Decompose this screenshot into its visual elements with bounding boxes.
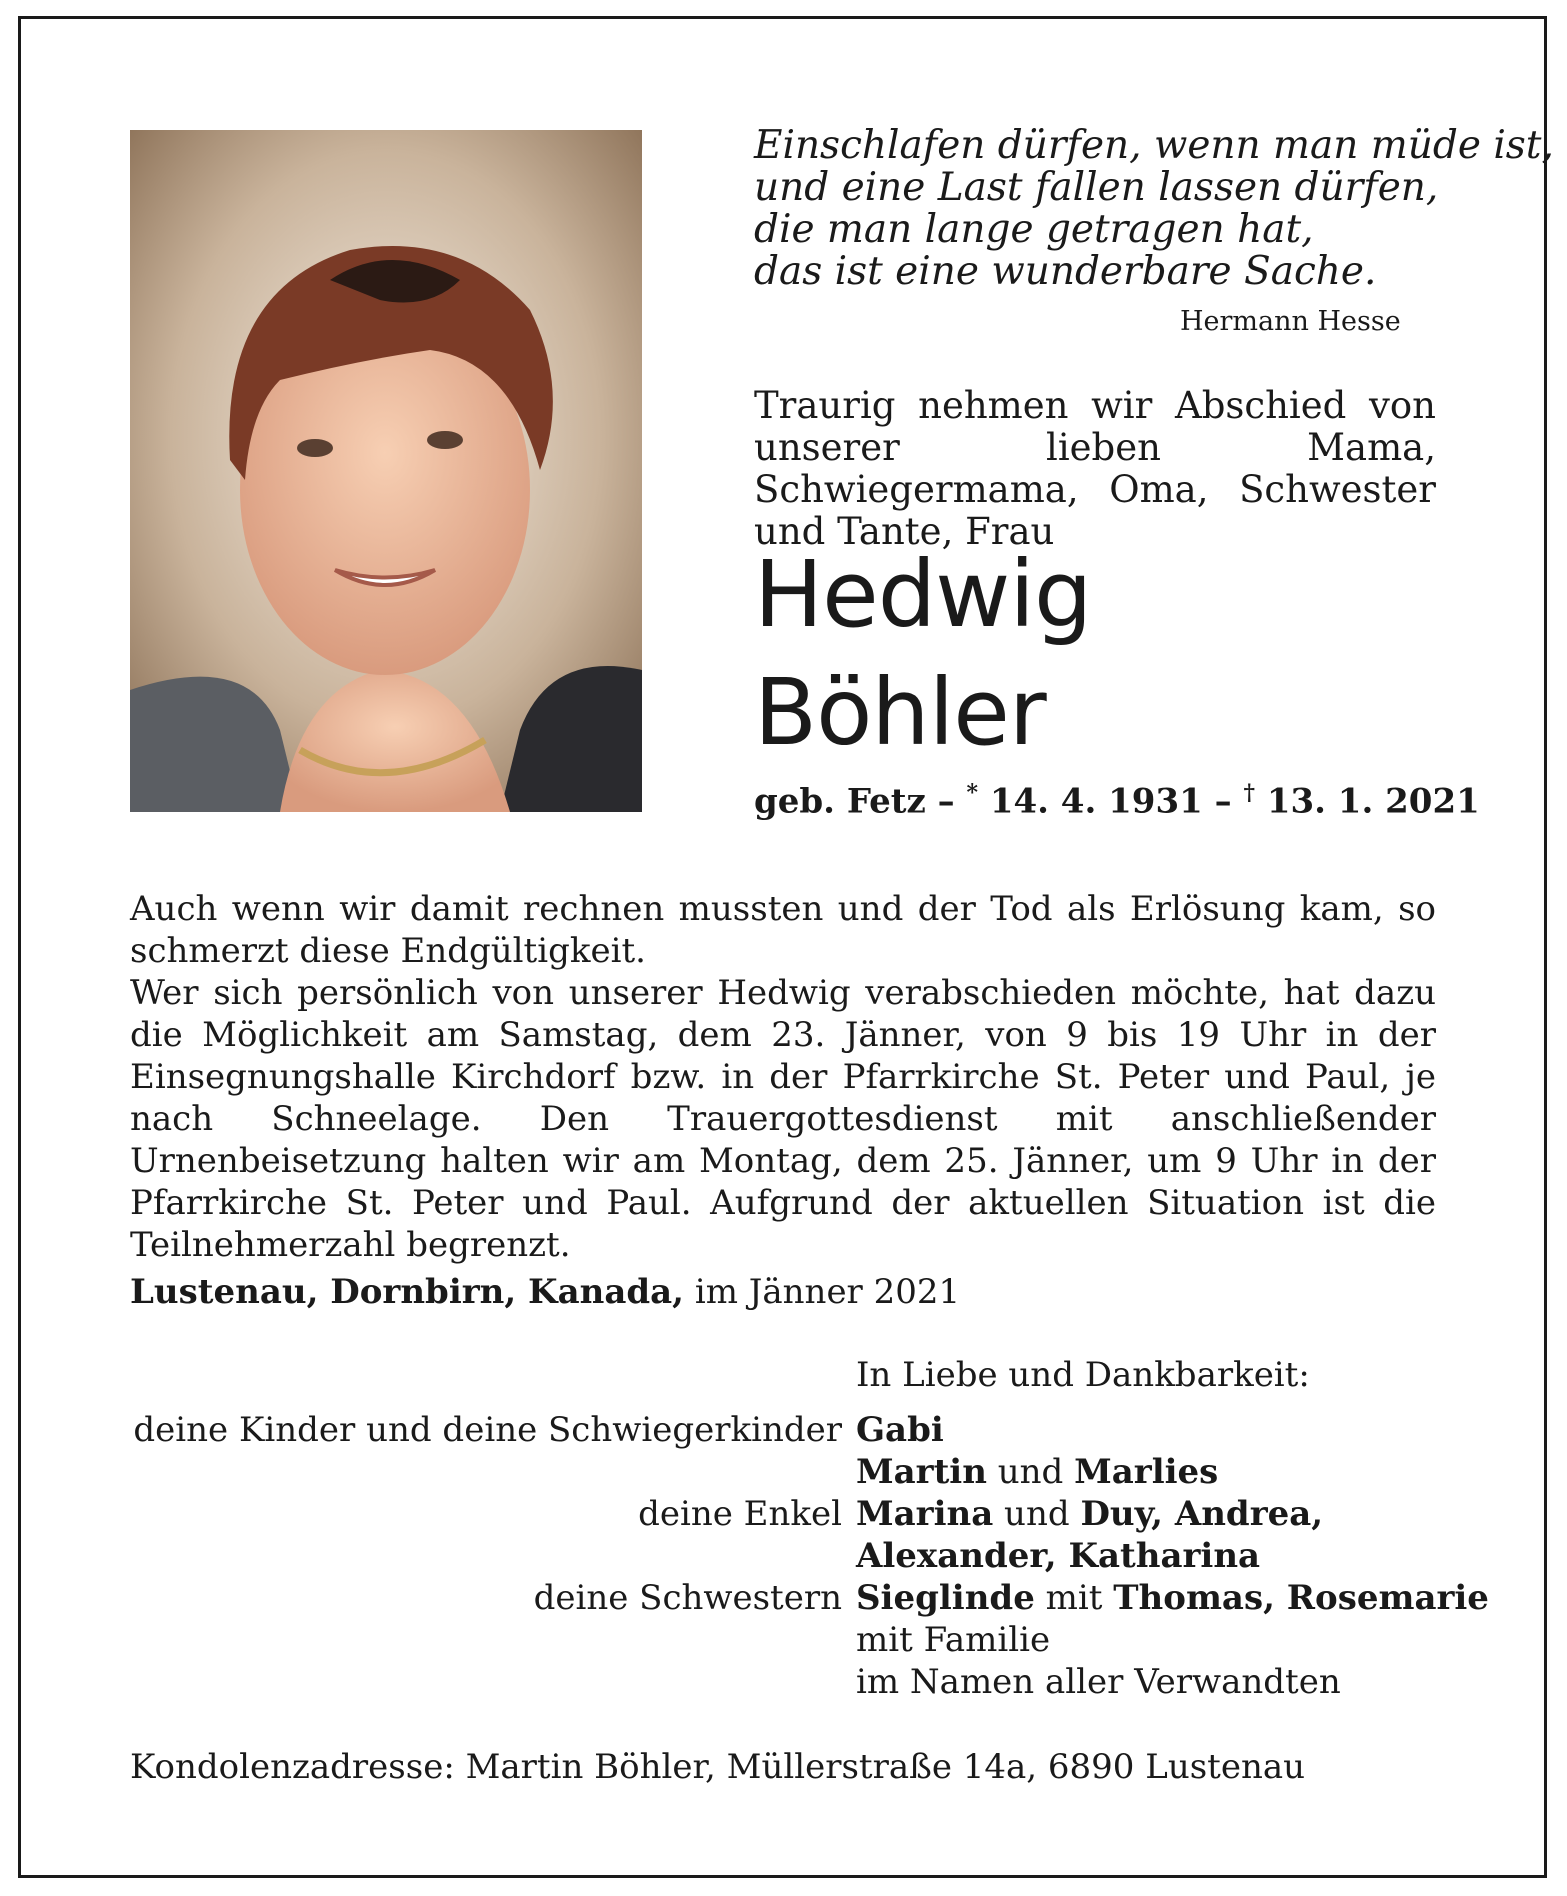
birth-symbol: * (966, 780, 978, 806)
quote-line: das ist eine wunderbare Sache. (754, 249, 1377, 294)
life-dates (754, 780, 1480, 821)
last-name: Böhler (754, 659, 1046, 766)
quote-line: die man lange getragen hat, (754, 207, 1314, 252)
signer-name: Gabi (856, 1410, 944, 1450)
quote-author: Hermann Hesse (1180, 306, 1401, 337)
place-date-line (130, 1272, 960, 1312)
dash: – (925, 781, 967, 822)
place-date: im Jänner 2021 (684, 1272, 961, 1312)
portrait-photo (130, 130, 642, 812)
children-line-1 (856, 1410, 944, 1450)
grandchildren-label: deine Enkel (638, 1494, 842, 1534)
children-line-2 (856, 1452, 1218, 1492)
intro-text: Traurig nehmen wir Abschied von unserer lieben Mama, Schwiegermama, Oma, Schwester und Tante, Frau (754, 384, 1436, 553)
deceased-name (754, 536, 1091, 772)
born-name: geb. Fetz (754, 781, 926, 822)
signer-name: Martin (856, 1452, 987, 1492)
grandchildren-line-1 (856, 1494, 1323, 1534)
condolence-address: Kondolenzadresse: Martin Böhler, Müllerstraße 14a, 6890 Lustenau (130, 1747, 1306, 1787)
connector: mit (1034, 1578, 1114, 1618)
signer-name: Marina (856, 1494, 994, 1534)
places: Lustenau, Dornbirn, Kanada, (130, 1272, 685, 1312)
death-date: 13. 1. 2021 (1254, 781, 1480, 822)
signature-heading: In Liebe und Dankbarkeit: (856, 1355, 1310, 1395)
body-paragraph: Auch wenn wir damit rechnen mussten und der Tod als Erlösung kam, so schmerzt diese Endgültigkeit. (130, 889, 1436, 971)
relatives-line: im Namen aller Verwandten (856, 1662, 1341, 1702)
quote (754, 125, 1554, 293)
signer-name: Sieglinde (856, 1578, 1035, 1618)
signer-name: Thomas, Rosemarie (1113, 1578, 1489, 1618)
connector: und (993, 1494, 1081, 1534)
birth-date: 14. 4. 1931 (977, 781, 1203, 822)
sisters-label: deine Schwestern (533, 1578, 842, 1618)
sisters-line-2: mit Familie (856, 1620, 1051, 1660)
death-symbol: † (1243, 780, 1255, 806)
body-paragraph: Wer sich persönlich von unserer Hedwig verabschieden möchte, hat dazu die Möglichkeit am Samstag, dem 23. Jänner, von 9 bis 19 Uhr in der Einsegnungshalle Kirchdorf bzw. in der Pfarrkirche St. Peter und Paul, je nach Schneelage. Den Trauergottesdienst mit anschließender Urnenbeisetzung halten wir am Montag, dem 25. Jänner, um 9 Uhr in der Pfarrkirche St. Peter und Paul. Aufgrund der aktuellen Situation ist die Teilnehmerzahl begrenzt. (130, 973, 1436, 1265)
grandchildren-line-2 (856, 1536, 1260, 1576)
children-label: deine Kinder und deine Schwiegerkinder (133, 1410, 842, 1450)
connector: und (986, 1452, 1075, 1492)
first-name: Hedwig (754, 541, 1092, 648)
signer-name: Alexander, Katharina (856, 1536, 1261, 1576)
body-text (130, 888, 1436, 1266)
sisters-line-1 (856, 1578, 1489, 1618)
quote-line: Einschlafen dürfen, wenn man müde ist, (754, 123, 1554, 168)
signer-name: Duy, Andrea, (1080, 1494, 1324, 1534)
quote-line: und eine Last fallen lassen dürfen, (754, 165, 1439, 210)
signer-name: Marlies (1074, 1452, 1219, 1492)
dash: – (1202, 781, 1244, 822)
